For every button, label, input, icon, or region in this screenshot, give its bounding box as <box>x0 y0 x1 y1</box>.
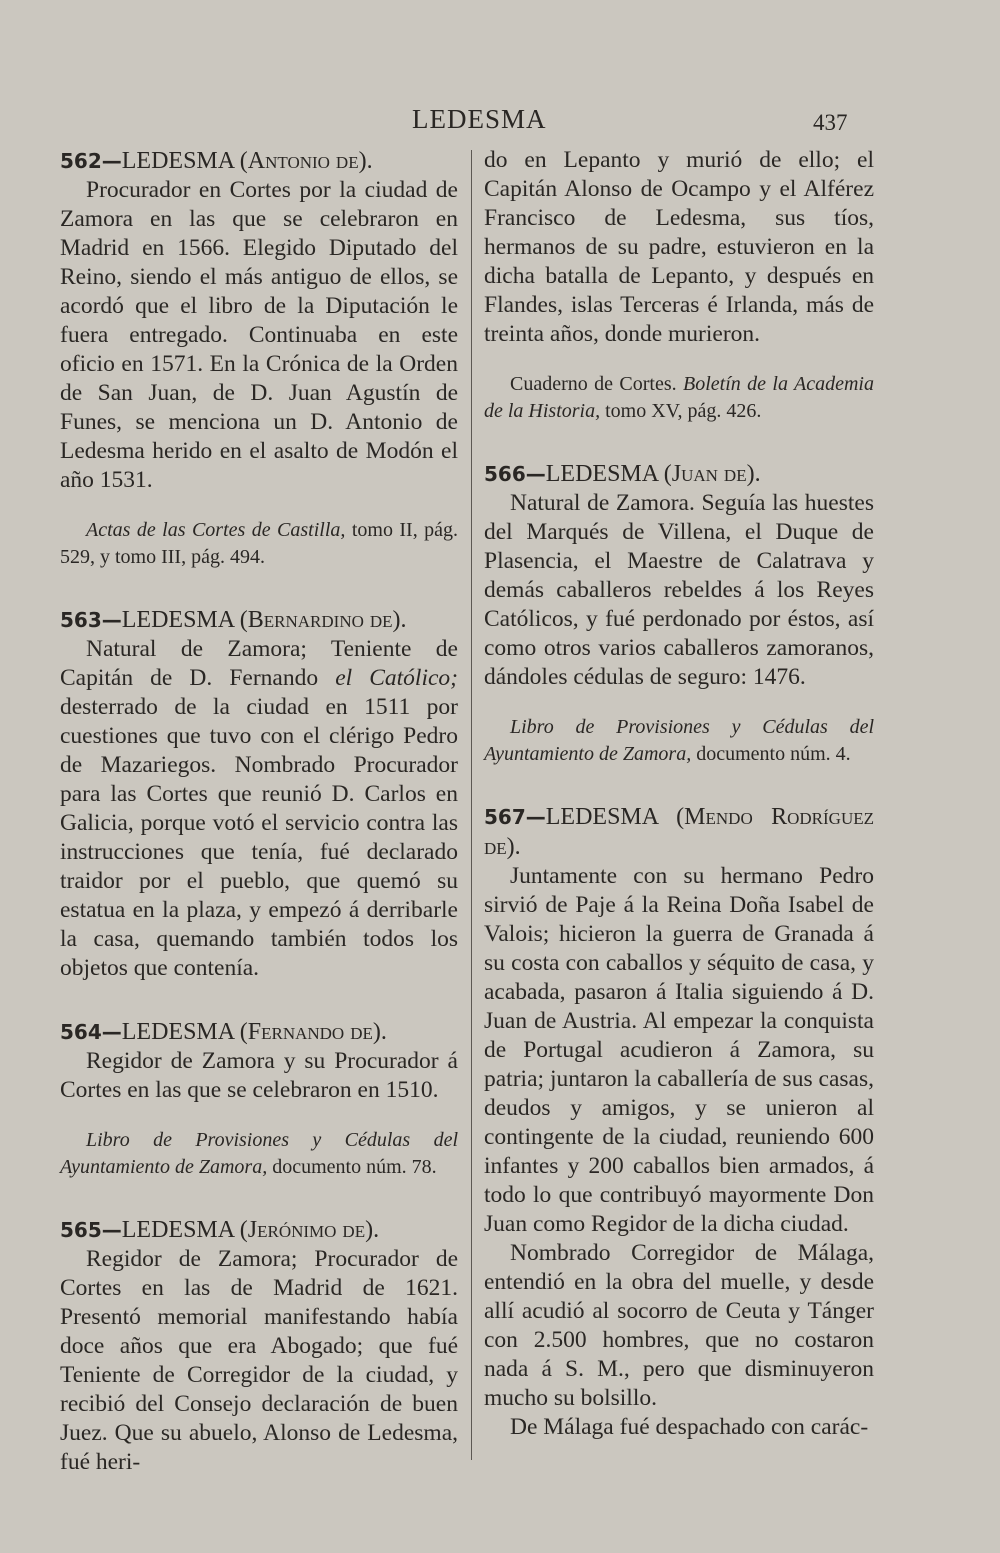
entry-heading-567: 567—LEDESMA (Mendo Rodríguez de). <box>484 804 875 860</box>
entry-citation-562: Actas de las Cortes de Castilla, tomo II, pág. 529, y tomo III, pág. 494. <box>60 519 459 568</box>
page-number: 437 <box>813 110 848 135</box>
entry-body-563: Natural de Zamora; Teniente de Capitán de D. Fernando el Católico; desterrado de la ciudad en 1511 por cuestiones que tuvo con el clérigo Pedro de Mazariegos. Nombrado Procurador para las Cortes que reunió D. Carlos en Galicia, porque votó el servicio contra las instrucciones que tenía, fué declarado traidor por el pueblo, que quemó su estatua en la plaza, y empezó á derribarle la casa, quemando también todos los objetos que contenía. <box>60 636 458 981</box>
page-header <box>0 104 1000 144</box>
column-divider <box>471 150 472 1460</box>
entry-body-567-p3: De Málaga fué despachado con carác- <box>510 1414 869 1440</box>
entry-body-567-p1: Juntamente con su hermano Pedro sirvió de Paje á la Reina Doña Isabel de Valois; hicieron la guerra de Granada á su costa con caballos y séquito de casa, y acabada, pasaron á Italia siguiendo á D. Juan de Austria. Al empezar la conquista de Portugal acudieron á Zamora, su patria; juntaron la caballería de sus casas, deudos y amigos, y se unieron al contingente de la ciudad, reuniendo 600 infantes y 200 caballos bien armados, á todo lo que contribuyó mayormente Don Juan como Regidor de la dicha ciudad. <box>484 863 874 1237</box>
entry-citation-565: Cuaderno de Cortes. Boletín de la Academia de la Historia, tomo XV, pág. 426. <box>484 373 874 422</box>
entry-body-564: Regidor de Zamora y su Procurador á Cortes en las que se celebraron en 1510. <box>60 1048 458 1103</box>
entry-citation-566: Libro de Provisiones y Cédulas del Ayuntamiento de Zamora, documento núm. 4. <box>484 716 874 765</box>
entry-body-565: Regidor de Zamora; Procurador de Cortes en las de Madrid de 1621. Presentó memorial manifestando había doce años que era Abogado; que fué Teniente de Corregidor de la ciudad, y recibió del Consejo declaración de buen Juez. Que su abuelo, Alonso de Ledesma, fué heri- <box>60 1246 458 1475</box>
left-column <box>60 146 458 1477</box>
entry-body-562: Procurador en Cortes por la ciudad de Zamora en las que se celebraron en Madrid en 1566. Elegido Diputado del Reino, siendo el más antiguo de ellos, se acordó que el libro de la Diputación le fuera entregado. Continuaba en este oficio en 1571. En la Crónica de la Orden de San Juan, de D. Juan Agustín de Funes, se menciona un D. Antonio de Ledesma herido en el asalto de Modón el año 1531. <box>60 177 458 493</box>
entry-body-566: Natural de Zamora. Seguía las huestes del Marqués de Villena, el Duque de Plasencia, el Maestre de Calatrava y demás caballeros rebeldes á los Reyes Católicos, y fué perdonado por éstos, así como otros varios caballeros zamoranos, dándoles cédulas de seguro: 1476. <box>484 490 874 690</box>
right-column <box>484 146 874 1442</box>
entry-heading-564: 564—LEDESMA (Fernando de). <box>60 1019 387 1045</box>
entry-citation-564: Libro de Provisiones y Cédulas del Ayuntamiento de Zamora, documento núm. 78. <box>60 1129 458 1178</box>
entry-body-567-p2: Nombrado Corregidor de Málaga, entendió en la obra del muelle, y desde allí acudió al socorro de Ceuta y Tánger con 2.500 hombres, que no costaron nada á S. M., pero que disminuyeron mucho su bolsillo. <box>484 1240 874 1411</box>
entry-body-565-continued: do en Lepanto y murió de ello; el Capitán Alonso de Ocampo y el Alférez Francisco de Ledesma, sus tíos, hermanos de su padre, estuvieron en la dicha batalla de Lepanto, y después en Flandes, islas Terceras é Irlanda, más de treinta años, donde murieron. <box>484 147 874 347</box>
entry-heading-566: 566—LEDESMA (Juan de). <box>484 461 761 487</box>
entry-heading-565: 565—LEDESMA (Jerónimo de). <box>60 1217 380 1243</box>
entry-heading-563: 563—LEDESMA (Bernardino de). <box>60 607 407 633</box>
entry-heading-562: 562—LEDESMA (Antonio de). <box>60 148 373 174</box>
running-title: LEDESMA <box>412 104 547 134</box>
